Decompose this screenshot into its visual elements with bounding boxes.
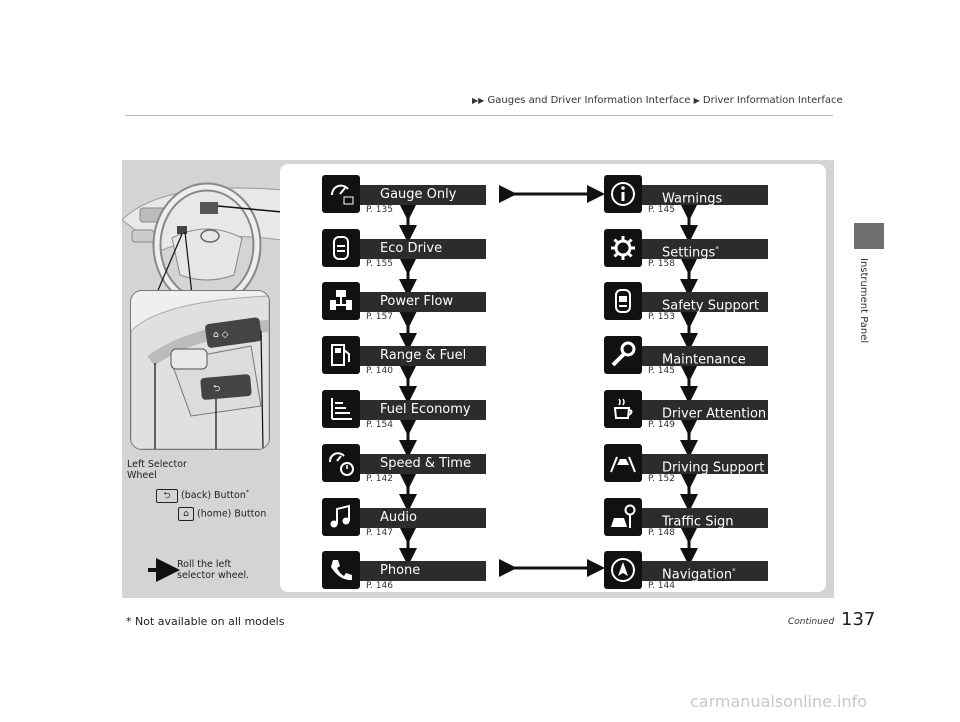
breadcrumb-arrow-icon: ▶▶ bbox=[472, 96, 485, 105]
menu-label-text: Maintenance bbox=[662, 352, 746, 368]
breadcrumb-arrow-icon: ▶ bbox=[693, 96, 700, 105]
speed-time-icon bbox=[322, 444, 360, 482]
menu-label: Fuel Economy bbox=[360, 400, 486, 420]
footnote: * Not available on all models bbox=[126, 615, 285, 628]
menu-label bbox=[642, 185, 768, 205]
menu-label: Eco Drive bbox=[360, 239, 486, 259]
not-all-models-mark: * bbox=[245, 489, 249, 496]
menu-label: Phone bbox=[360, 561, 486, 581]
gear-icon bbox=[604, 229, 642, 267]
driving-support-icon bbox=[604, 444, 642, 482]
page-ref: P. 146 bbox=[366, 581, 393, 591]
label-text: (back) Button bbox=[181, 490, 246, 502]
menu-label bbox=[642, 239, 768, 259]
not-all-models-mark: * bbox=[715, 245, 719, 253]
page-ref: P. 147 bbox=[366, 528, 393, 538]
menu-label-text: Navigation bbox=[662, 567, 733, 583]
coffee-cup-icon bbox=[604, 390, 642, 428]
page-ref: P. 149 bbox=[648, 420, 675, 430]
menu-label bbox=[642, 400, 768, 420]
back-button-label bbox=[156, 487, 249, 503]
info-icon bbox=[604, 175, 642, 213]
fuel-economy-icon bbox=[322, 390, 360, 428]
menu-label-text: Safety Support bbox=[662, 298, 760, 314]
page-ref: P. 157 bbox=[366, 312, 393, 322]
roll-selector-label bbox=[177, 559, 249, 581]
menu-label-text: Driver Attention bbox=[662, 406, 767, 422]
menu-label: Power Flow bbox=[360, 292, 486, 312]
menu-label: Speed & Time bbox=[360, 454, 486, 474]
menu-label bbox=[642, 508, 768, 528]
label-line: Wheel bbox=[127, 470, 157, 481]
label-line: selector wheel. bbox=[177, 570, 250, 581]
menu-label bbox=[642, 346, 768, 366]
menu-label-text: Settings bbox=[662, 245, 716, 261]
label-line: Roll the left bbox=[177, 559, 232, 570]
page-number: 137 bbox=[841, 609, 876, 630]
page-ref: P. 154 bbox=[366, 420, 393, 430]
page-ref: P. 145 bbox=[648, 205, 675, 215]
page-ref: P. 145 bbox=[648, 366, 675, 376]
page-ref: P. 155 bbox=[366, 259, 393, 269]
home-button-label bbox=[178, 507, 266, 521]
menu-label: Audio bbox=[360, 508, 486, 528]
watermark: carmanualsonline.info bbox=[690, 692, 868, 711]
label-text: (home) Button bbox=[197, 508, 267, 520]
navigation-icon bbox=[604, 551, 642, 589]
power-flow-icon bbox=[322, 282, 360, 320]
home-icon: ⌂ bbox=[178, 507, 194, 521]
fuel-pump-icon bbox=[322, 336, 360, 374]
continued-label: Continued bbox=[788, 617, 835, 627]
phone-icon bbox=[322, 551, 360, 589]
menu-label: Gauge Only bbox=[360, 185, 486, 205]
menu-label bbox=[642, 454, 768, 474]
page-ref: P. 153 bbox=[648, 312, 675, 322]
menu-label-text: Warnings bbox=[662, 191, 723, 207]
menu-label bbox=[642, 292, 768, 312]
music-note-icon bbox=[322, 498, 360, 536]
menu-label bbox=[642, 561, 768, 581]
safety-support-icon bbox=[604, 282, 642, 320]
not-all-models-mark: * bbox=[732, 567, 736, 575]
left-selector-wheel-label bbox=[127, 459, 187, 481]
page-ref: P. 144 bbox=[648, 581, 675, 591]
breadcrumb-part1[interactable]: Gauges and Driver Information Interface bbox=[487, 95, 691, 106]
menu-label-text: Driving Support bbox=[662, 460, 765, 476]
label-line: Left Selector bbox=[127, 459, 187, 470]
page-ref: P. 135 bbox=[366, 205, 393, 215]
menu-label-text: Traffic Sign bbox=[662, 514, 734, 530]
page-ref: P. 158 bbox=[648, 259, 675, 269]
wrench-icon bbox=[604, 336, 642, 374]
page-ref: P. 142 bbox=[366, 474, 393, 484]
svg-text:⮌: ⮌ bbox=[213, 384, 221, 394]
eco-drive-icon bbox=[322, 229, 360, 267]
page-ref: P. 152 bbox=[648, 474, 675, 484]
traffic-sign-icon bbox=[604, 498, 642, 536]
gauge-icon bbox=[322, 175, 360, 213]
svg-text:⌂ ◇: ⌂ ◇ bbox=[213, 330, 229, 340]
page-ref: P. 148 bbox=[648, 528, 675, 538]
back-icon: ⮌ bbox=[156, 489, 178, 503]
page-ref: P. 140 bbox=[366, 366, 393, 376]
side-label: Instrument Panel bbox=[858, 258, 869, 344]
breadcrumb-part2[interactable]: Driver Information Interface bbox=[702, 95, 843, 106]
menu-label: Range & Fuel bbox=[360, 346, 486, 366]
